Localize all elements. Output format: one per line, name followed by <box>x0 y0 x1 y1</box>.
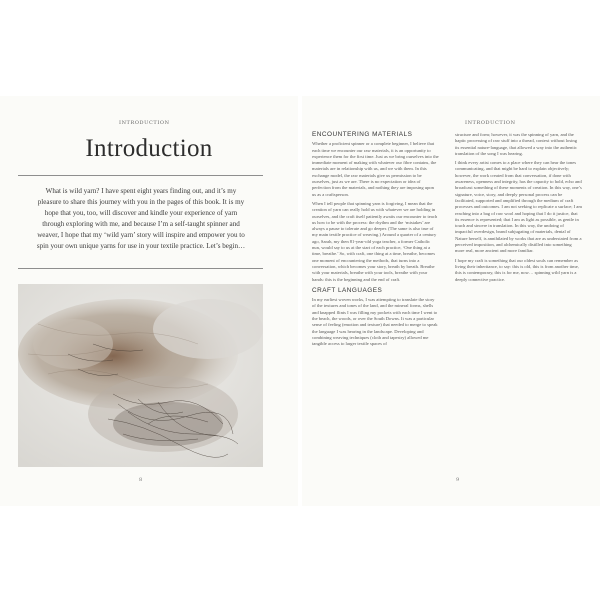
body-paragraph: When I tell people that spinning yarn is forgiving, I mean that the creation of yarn can really hold us with whatever we are holding in ourselves, and the craft itself patiently awaits our encounter to teach us how to be with the process: the rhythm and the ‘mistakes’ are always a pause to tolerate and go deeper. (The same is also true of my main textile practice of weaving.) Around a quarter of a century ago, Sarah, my then 81-year-old yoga teacher, a former Catholic nun, would say to us at the start of each practice, ‘One thing at a time, breathe.’ So, with craft, one thing at a time, breathe, becomes one moment of encountering the methods, that turns into a conversation, which becomes your story, breath by breath. Breathe with your materials, breathe with your tools, breathe with your hands: this is the beginning and the end of craft. <box>312 200 438 282</box>
page-number-right: 9 <box>456 477 460 483</box>
running-head-right: INTRODUCTION <box>465 120 516 126</box>
body-paragraph: I hope my craft is something that our oldest souls can remember as living their inheritance, to say: this is old, this is from another time, this is contemporary, this is for me, now… spinning wild yarn is a deeply connective practice. <box>455 257 579 282</box>
fibre-illustration-icon <box>18 284 263 467</box>
chapter-title: Introduction <box>85 135 213 162</box>
body-paragraph: In my earliest woven works, I was attempting to translate the story of the textures and tones of the land, and the mineral forms, shells and knapped flints I was filling my pockets with each time I went to the beach, the woods, or over the South Downs. It was a particular sense of feeling (emotion and texture) that needed to merge to speak the language I was hearing in the landscape. Developing and combining weaving techniques (cloth and tapestry) allowed me tangible access to larger textile spaces of <box>312 297 438 347</box>
section-heading-craft-languages: CRAFT LANGUAGES <box>312 286 383 294</box>
text-column-2 <box>455 132 582 286</box>
body-paragraph: structure and form; however, it was the spinning of yarn, and the haptic processing of raw stuff into a thread, context without losing its essential nature-language, that allowed a way into the authentic translation of the song I was hearing. <box>455 132 578 156</box>
running-head-left: INTRODUCTION <box>119 120 170 126</box>
title-rule-top <box>18 175 263 176</box>
page-number-left: 8 <box>139 477 143 483</box>
wild-fibre-photo <box>18 284 263 467</box>
intro-paragraph: What is wild yarn? I have spent eight years finding out, and it’s my pleasure to share this journey with you in the pages of this book. It is my hope that you, too, will discover and kindle your experience of yarn through exploring with me, and because I’m a self-taught spinner and weaver, I hope that my ‘wild yarn’ story will inspire and empower you to spin your own unique yarns for use in your textile practice. Let’s begin… <box>36 187 246 250</box>
intro-rule-bottom <box>18 268 263 269</box>
text-column-1 <box>312 132 439 351</box>
body-paragraph: Whether a proficient spinner or a complete beginner, I believe that each time we encounter our raw materials, it is an opportunity to experience them for the first time. Just as we bring ourselves into the immediate moment of making with whatever our fibre contains, the materials are in relationship with us, and we with them. In this exchange model, the raw materials give us permission to be ourselves, just as we are. There is no expectation or idea of perfection from the materials, and nothing they are imposing upon us as a craftsperson. <box>312 141 439 197</box>
body-paragraph: I think every artist comes to a place where they can hear the tones communicating, and that might be hard to explain objectively; however, the work created from that conversation, if done with awareness, openness and integrity, has the capacity to hold, echo and broadcast something of these moments of creation. In this way, one’s signature, voice, story, and deeply personal process can be facilitated, supported and amplified through the medium of craft processes and outcomes. I am not seeking to replicate a surface; I am reaching into a bag of raw wool and hoping that I do it justice, that its essence is represented; that I am as light as possible, as gentle in touch and sincere in translation. In this way, the undoing of impactful overdesign, brand subjugating of materials, denial of Nature herself, is annihilated by works that are as understated from a perceived imposition, and alchemically distilled into something more real, more ancient and more familiar. <box>455 160 582 254</box>
section-heading-encountering-materials: ENCOUNTERING MATERIALS <box>312 131 413 138</box>
